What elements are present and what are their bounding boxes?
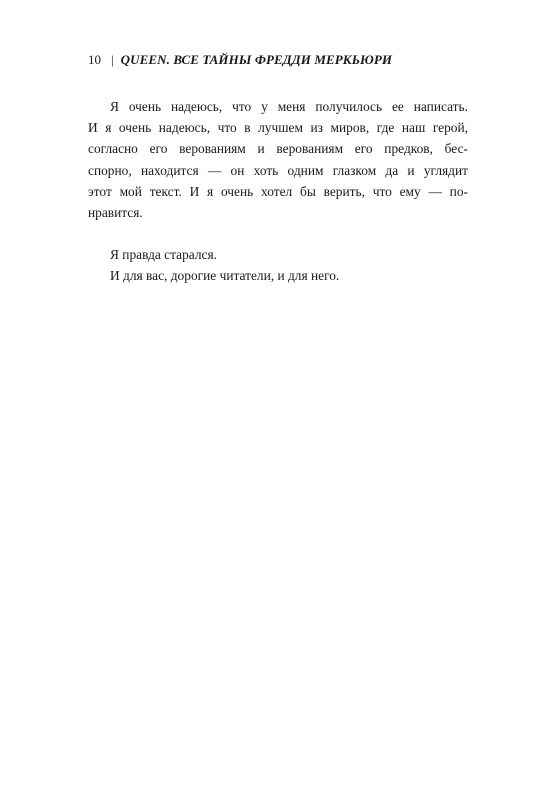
book-title: QUEEN. ВСЕ ТАЙНЫ ФРЕДДИ МЕРКЬЮРИ <box>120 52 393 67</box>
text-line: этот мой текст. И я очень хотел бы верить, что ему — по- <box>88 183 468 199</box>
header-separator: | <box>111 52 114 67</box>
page-number: 10 <box>88 52 101 67</box>
text-line: Я очень надеюсь, что у меня получилось ее написать. <box>110 99 468 114</box>
text-line: И для вас, дорогие читатели, и для него. <box>110 268 340 284</box>
text-line: спорно, находится — он хоть одним глазком да и углядит <box>88 162 468 178</box>
text-line: Я правда старался. <box>110 247 217 263</box>
paragraph-2 <box>88 244 468 286</box>
paragraph-1 <box>88 96 468 223</box>
text-line: И я очень надеюсь, что в лучшем из миров, где наш герой, <box>88 120 468 136</box>
body-text <box>88 96 468 287</box>
running-head <box>88 52 392 68</box>
text-line: нравится. <box>88 205 143 221</box>
text-line: согласно его верованиям и верованиям его предков, бес- <box>88 141 468 157</box>
